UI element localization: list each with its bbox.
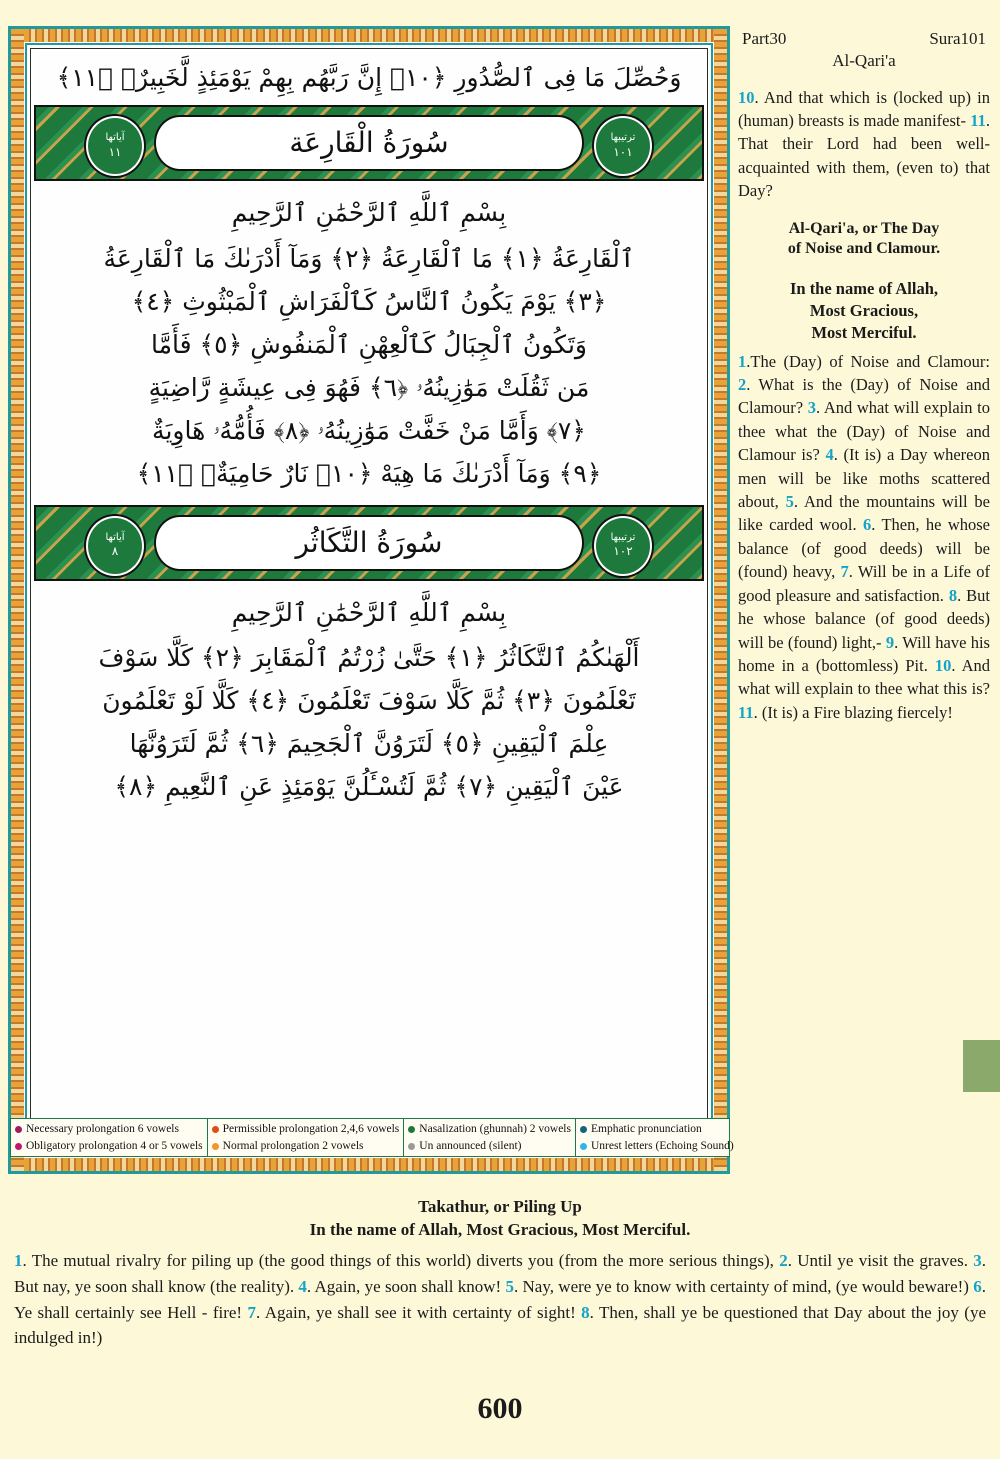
arabic-text-panel <box>8 26 730 1174</box>
frame-band-top <box>11 29 727 42</box>
arabic-line: عِلْمَ ٱلْيَقِينِ ﴿٥﴾ لَتَرَوُنَّ ٱلْجَحِيمَ ﴿٦﴾ ثُمَّ لَتَرَوُنَّهَا <box>129 729 609 758</box>
frame-band-bottom <box>11 1158 727 1171</box>
verse-text: . Nay, were ye to know with certainty of mind, (ye would beware!) <box>513 1276 974 1296</box>
verse-text: . Ye shall certainly see Hell - fire! <box>14 1276 986 1322</box>
legend-label: Un announced (silent) <box>419 1139 522 1152</box>
legend-row <box>212 1121 400 1138</box>
order-medallion-takathur <box>594 516 652 576</box>
verse-number: 6 <box>973 1276 982 1296</box>
verse-number: 2 <box>779 1250 788 1270</box>
frame-band-right <box>714 29 727 1171</box>
verse-text: . Will be in a Life of good pleasure and satisfaction. <box>738 562 991 605</box>
verse-text: . What is the (Day) of Noise and Clamour? <box>738 374 990 418</box>
surah-name-qaria: سُورَةُ الْقَارِعَة <box>289 126 449 159</box>
verse-number: 4 <box>298 1276 307 1296</box>
arabic-line: مَن ثَقُلَتْ مَوَٰزِينُهُۥ ﴿٦﴾ فَهُوَ فِى عِيشَةٍ رَّاضِيَةٍ <box>148 372 590 402</box>
ayat-count-label: آياتها <box>105 132 125 144</box>
verse-number: 7 <box>247 1302 256 1322</box>
sura-subtitle-line1: Al-Qari'a, or The Day <box>788 219 940 237</box>
legend-row <box>15 1121 203 1138</box>
verse-text: . Until ye visit the graves. <box>787 1250 974 1270</box>
verse-number: 10 <box>934 655 952 675</box>
verse-number: 3 <box>973 1250 982 1270</box>
sura-subtitle <box>738 219 990 261</box>
legend-label: Nasalization (ghunnah) 2 vowels <box>419 1123 571 1135</box>
verse-number: 6 <box>863 515 872 535</box>
verse-number: 8 <box>948 585 958 605</box>
verse-text: . Will have his home in a (bottomless) Pit. <box>738 632 990 675</box>
arabic-body <box>34 52 704 1148</box>
arabic-line: ﴿٩﴾ وَمَآ أَدْرَىٰكَ مَا هِيَهْ ﴿١٠﴾ نَارٌ حَامِيَةٌۢ ﴿١١﴾ <box>136 458 602 488</box>
legend-row <box>212 1138 400 1155</box>
legend-row <box>408 1121 571 1138</box>
verse-number: 4 <box>825 445 834 465</box>
translation-text-qaria <box>738 86 990 203</box>
legend-color-dot <box>15 1126 22 1133</box>
verse-text: . (It is) a Day whereon men will be like moths scattered about, <box>738 445 990 512</box>
verse-text: . Then, shall ye be questioned that Day about the joy (ye indulged in!) <box>14 1302 986 1348</box>
verse-text: . And the mountains will be like carded wool. <box>738 492 990 535</box>
arabic-line: تَعْلَمُونَ ﴿٣﴾ ثُمَّ كَلَّا سَوْفَ تَعْلَمُونَ ﴿٤﴾ كَلَّا لَوْ تَعْلَمُونَ <box>102 686 636 715</box>
verse-text: . And what will explain to thee what the (Day) of Noise and Clamour is? <box>738 398 990 465</box>
verse-number: 1 <box>738 351 747 371</box>
verse-number: 2 <box>738 374 747 394</box>
order-value: ١٠١ <box>613 144 633 159</box>
qaria-verses-text <box>738 350 990 725</box>
verse-number: 11 <box>738 702 754 722</box>
legend-color-dot <box>15 1143 22 1150</box>
legend-color-dot <box>580 1143 587 1150</box>
previous-sura-continuation <box>738 88 990 201</box>
verse-text: . But nay, ye soon shall know (the reality). <box>14 1250 986 1296</box>
arabic-line: وَتَكُونُ ٱلْجِبَالُ كَٱلْعِهْنِ ٱلْمَنفُوشِ ﴿٥﴾ فَأَمَّا <box>150 329 587 359</box>
ayat-count-value: ١١ <box>108 144 122 159</box>
bismillah-line1: In the name of Allah, <box>789 279 939 299</box>
frame-band-left <box>11 29 24 1171</box>
takathur-verses-text <box>14 1248 986 1351</box>
page-number: 600 <box>477 1392 523 1425</box>
verse-text: . Then, he whose balance (of good deeds) will be (found) heavy, <box>738 515 990 582</box>
legend-label: Obligatory prolongation 4 or 5 vowels <box>26 1139 203 1152</box>
surah-banner-qaria <box>34 105 704 181</box>
order-medallion-qaria <box>594 116 652 176</box>
verse-text: . And that which is (locked up) in (human) breasts is made manifest- <box>738 87 990 130</box>
arabic-verses-qaria <box>34 237 704 495</box>
arabic-line: ٱلْقَارِعَةُ ﴿١﴾ مَا ٱلْقَارِعَةُ ﴿٢﴾ وَمَآ أَدْرَىٰكَ مَا ٱلْقَارِعَةُ <box>103 243 635 273</box>
verse-number: 7 <box>840 562 849 582</box>
legend-column <box>576 1119 738 1156</box>
verse-text: . That their Lord had been well-acquainted with them, (even to) that Day? <box>738 110 990 201</box>
ayat-count-label: آياتها <box>105 531 125 543</box>
running-header <box>738 28 990 72</box>
ayat-count-medallion-takathur <box>86 516 144 576</box>
verse-number: 10 <box>738 87 755 107</box>
verse-number: 3 <box>807 398 816 418</box>
order-label: ترتيبها <box>610 132 636 144</box>
sura-name-label: Al-Qari'a <box>832 51 896 71</box>
arabic-line: ﴿٧﴾ وَأَمَّا مَنْ خَفَّتْ مَوَٰزِينُهُۥ ﴿٨﴾ فَأُمُّهُۥ هَاوِيَةٌ <box>152 415 586 445</box>
legend-label: Permissible prolongation 2,4,6 vowels <box>222 1123 400 1135</box>
takathur-title <box>14 1196 986 1242</box>
bismillah-line3: Most Merciful. <box>811 322 917 342</box>
arabic-line: ﴿٣﴾ يَوْمَ يَكُونُ ٱلنَّاسُ كَٱلْفَرَاشِ ٱلْمَبْثُوثِ ﴿٤﴾ <box>131 286 607 316</box>
ayat-count-medallion-qaria <box>86 116 144 176</box>
verse-text: . The mutual rivalry for piling up (the good things of this world) diverts you (from the more serious things), <box>22 1250 780 1270</box>
legend-row <box>408 1138 571 1155</box>
legend-column <box>208 1119 405 1156</box>
green-color-swatch <box>963 1040 1000 1092</box>
legend-label: Necessary prolongation 6 vowels <box>26 1123 179 1135</box>
verse-number: 5 <box>505 1276 514 1296</box>
legend-color-dot <box>580 1126 587 1133</box>
part-label: Part30 <box>742 29 787 48</box>
translation-column <box>738 28 990 724</box>
verse-number: 1 <box>14 1250 23 1270</box>
legend-color-dot <box>212 1143 219 1150</box>
verse-number: 9 <box>885 632 895 652</box>
verse-text: . (It is) a Fire blazing fiercely! <box>753 702 953 722</box>
surah-name-plate-qaria <box>154 115 584 171</box>
legend-row <box>580 1138 734 1155</box>
verse-text: .The (Day) of Noise and Clamour: <box>746 351 990 371</box>
legend-color-dot <box>408 1143 415 1150</box>
verse-text: . And what will explain to thee what this is? <box>738 655 990 699</box>
verse-number: 11 <box>970 110 986 130</box>
verse-text: . But he whose balance (of good deeds) will be (found) light,- <box>738 585 990 652</box>
arabic-verses-takathur <box>34 636 704 808</box>
basmala-qaria: بِسْمِ ٱللَّهِ ٱلرَّحْمَٰنِ ٱلرَّحِيمِ <box>231 198 507 227</box>
translation-bottom <box>14 1196 986 1351</box>
legend-column <box>11 1119 208 1156</box>
verse-text: . Again, ye soon shall know! <box>306 1276 506 1296</box>
takathur-title-line2: In the name of Allah, Most Gracious, Most Merciful. <box>309 1219 691 1239</box>
ayat-count-value: ٨ <box>111 544 119 559</box>
tajweed-legend <box>10 1118 734 1157</box>
arabic-line: أَلْهَىٰكُمُ ٱلتَّكَاثُرُ ﴿١﴾ حَتَّىٰ زُرْتُمُ ٱلْمَقَابِرَ ﴿٢﴾ كَلَّا سَوْفَ <box>98 643 640 672</box>
basmala-takathur: بِسْمِ ٱللَّهِ ٱلرَّحْمَٰنِ ٱلرَّحِيمِ <box>231 597 507 627</box>
arabic-line-prev-sura-tail: وَحُصِّلَ مَا فِى ٱلصُّدُورِ ﴿١٠﴾ إِنَّ رَبَّهُم بِهِمْ يَوْمَئِذٍ لَّخَبِيرٌۢ ﴿١١﴾ <box>56 63 682 92</box>
legend-label: Emphatic pronunciation <box>590 1123 702 1135</box>
legend-color-dot <box>212 1126 219 1133</box>
legend-label: Normal prolongation 2 vowels <box>222 1139 364 1152</box>
surah-banner-takathur <box>34 505 704 581</box>
order-value: ١٠٢ <box>613 544 633 559</box>
legend-label: Unrest letters (Echoing Sound) <box>590 1139 734 1152</box>
arabic-line: عَيْنَ ٱلْيَقِينِ ﴿٧﴾ ثُمَّ لَتُسْـَٔلُنَّ يَوْمَئِذٍ عَنِ ٱلنَّعِيمِ ﴿٨﴾ <box>114 772 624 801</box>
bismillah-block <box>738 278 990 343</box>
bismillah-line2: Most Gracious, <box>809 300 919 320</box>
legend-column <box>404 1119 576 1156</box>
verse-text: . Again, ye shall see it with certainty of sight! <box>256 1302 582 1322</box>
verse-number: 8 <box>581 1302 590 1322</box>
order-label: ترتيبها <box>610 531 636 543</box>
sura-number-label: Sura101 <box>929 29 986 48</box>
verse-number: 5 <box>785 492 794 512</box>
surah-name-plate-takathur <box>154 515 584 571</box>
surah-name-takathur: سُورَةُ التَّكَاثُر <box>295 525 443 559</box>
legend-color-dot <box>408 1126 415 1133</box>
sura-subtitle-line2: of Noise and Clamour. <box>787 240 941 258</box>
legend-row <box>580 1121 734 1138</box>
legend-row <box>15 1138 203 1155</box>
takathur-title-line1: Takathur, or Piling Up <box>418 1197 582 1216</box>
